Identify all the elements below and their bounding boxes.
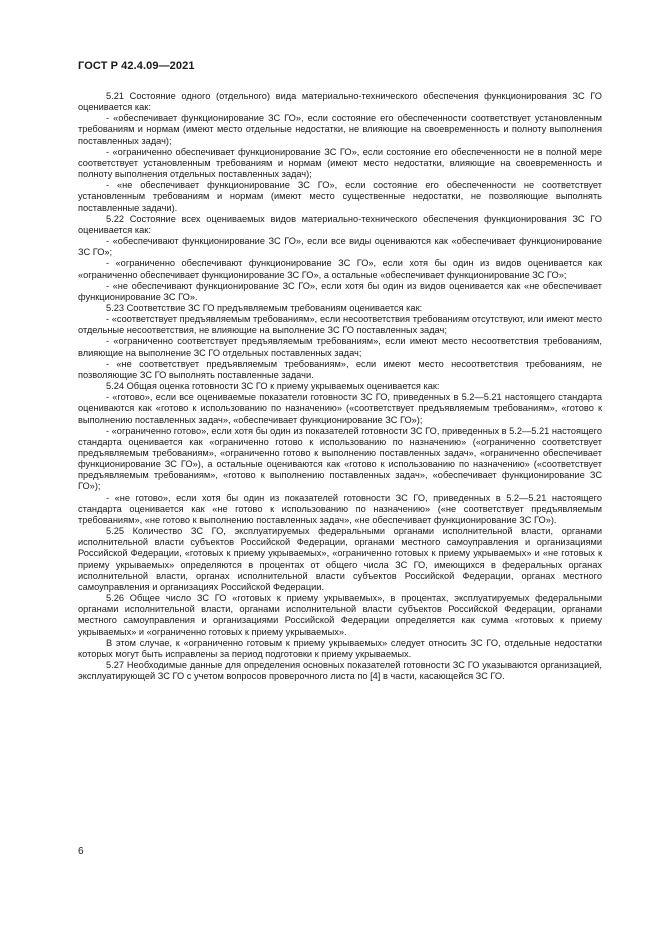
- paragraph-5-24: 5.24 Общая оценка готовности ЗС ГО к приему укрываемых оценивается как:: [106, 381, 440, 392]
- list-item: - «не обеспечивает функционирование ЗС ГО», если состояние его обеспеченности не соответствует установленным требованиям и нормам (имеют место существенные недостатки, не позволяющие выполнять поставленные задачи).: [78, 180, 602, 213]
- list-item: - «соответствует предъявляемым требованиям», если несоответствия требованиям отсутствуют, или имеют место отдельные несоответствия, не влияющие на выполнение ЗС ГО поставленных задач;: [78, 314, 602, 336]
- paragraph-5-27: 5.27 Необходимые данные для определения основных показателей готовности ЗС ГО указываются организацией, эксплуатирующей ЗС ГО с учетом вопросов проверочного листа по [4] в части, касающейся ЗС ГО.: [78, 659, 602, 682]
- list-item: - «не соответствует предъявляемым требованиям», если имеют место несоответствия требованиям, не позволяющие ЗС ГО выполнять поставленные задачи.: [78, 358, 602, 380]
- list-item: - «обеспечивает функционирование ЗС ГО», если состояние его обеспеченности соответствует установленным требованиям и нормам (имеют место отдельные недостатки, не влияющие на своевременность и полноту выполнения поставленных задач);: [78, 113, 602, 146]
- paragraph-5-23: 5.23 Соответствие ЗС ГО предъявляемым требованиям оценивается как:: [106, 302, 423, 313]
- page-number: 6: [78, 846, 84, 857]
- paragraph-5-22: 5.22 Состояние всех оцениваемых видов материально-технического обеспечения функционирования ЗС ГО оценивается как:: [78, 213, 602, 235]
- document-body: [78, 91, 602, 682]
- list-item: - «не готово», если хотя бы один из показателей готовности ЗС ГО, приведенных в 5.2—5.21 настоящего стандарта оценивается как «не готово к использованию по назначению» («не соответствует предъявляемым требованиям», «не готово к выполнению поставленных задач», «не обеспечивает функционирование ЗС ГО»).: [78, 492, 602, 525]
- list-item: - «обеспечивают функционирование ЗС ГО», если все виды оцениваются как «обеспечивает функционирование ЗС ГО»;: [78, 236, 602, 258]
- paragraph-5-26: 5.26 Общее число ЗС ГО «готовых к приему укрываемых», в процентах, эксплуатируемых федеральными органами исполнительной власти, органами исполнительной власти субъектов Российской Федерации, органами местного самоуправления и организациями Российской Федерации определяется как сумма «готовых к приему укрываемых» и «ограниченно готовых к приему укрываемых».: [78, 593, 602, 637]
- paragraph-5-26-note: В этом случае, к «ограниченно готовым к приему укрываемых» следует относить ЗС ГО, отдельные недостатки которых могут быть исправлены за период подготовки к приему укрываемых.: [78, 637, 602, 659]
- paragraph-5-25: 5.25 Количество ЗС ГО, эксплуатируемых федеральными органами исполнительной власти, органами исполнительной власти субъектов Российской Федерации, органами местного самоуправления и организациями Российской Федерации, «готовых к приему укрываемых», «ограниченно готовых к приему укрываемых» и «не готовых к приему укрываемых» определяются в процентах от общего числа ЗС ГО, имеющихся в федеральных органах исполнительной власти, органах исполнительной власти субъектов Российской Федерации, органах местного самоуправления и организациях Российской Федерации.: [78, 526, 602, 592]
- list-item: - «готово», если все оцениваемые показатели готовности ЗС ГО, приведенных в 5.2—5.21 настоящего стандарта оцениваются как «готово к использованию по назначению» («соответствует предъявляемым требованиям», «готово к выполнению поставленных задач», «обеспечивает функционирование ЗС ГО»);: [78, 392, 602, 425]
- list-item: - «ограниченно соответствует предъявляемым требованиям», если имеют место несоответствия требованиям, влияющие на выполнение ЗС ГО отдельных поставленных задач;: [78, 336, 602, 358]
- document-header: ГОСТ Р 42.4.09—2021: [78, 60, 195, 72]
- paragraph-5-21: 5.21 Состояние одного (отдельного) вида материально-технического обеспечения функционирования ЗС ГО оценивается как:: [78, 91, 602, 113]
- list-item: - «ограниченно обеспечивает функционирование ЗС ГО», если состояние его обеспеченности не в полной мере соответствует установленным требованиям и нормам (имеют место недостатки, влияющие на своевременность и полноту выполнения отдельных поставленных задач);: [78, 146, 602, 180]
- list-item: - «ограниченно готово», если хотя бы один из показателей готовности ЗС ГО, приведенных в 5.2—5.21 настоящего стандарта оценивается как «ограниченно готово к использованию по назначению» («ограниченно соответствует предъявляемым требованиям», «ограниченно готово к выполнению поставленных задач», «ограниченно обеспечивает функционирование ЗС ГО»), а остальные оцениваются как «готово к использованию по назначению» («соответствует предъявляемым требованиям», «готово к выполнению поставленных задач», «обеспечивает функционирование ЗС ГО»);: [78, 425, 602, 492]
- list-item: - «не обеспечивают функционирование ЗС ГО», если хотя бы один из видов оценивается как «не обеспечивает функционирование ЗС ГО».: [78, 280, 602, 302]
- list-item: - «ограниченно обеспечивают функционирование ЗС ГО», если хотя бы один из видов оценивается как «ограниченно обеспечивает функционирование ЗС ГО», а остальные «обеспечивает функционирование ЗС ГО»;: [78, 258, 602, 280]
